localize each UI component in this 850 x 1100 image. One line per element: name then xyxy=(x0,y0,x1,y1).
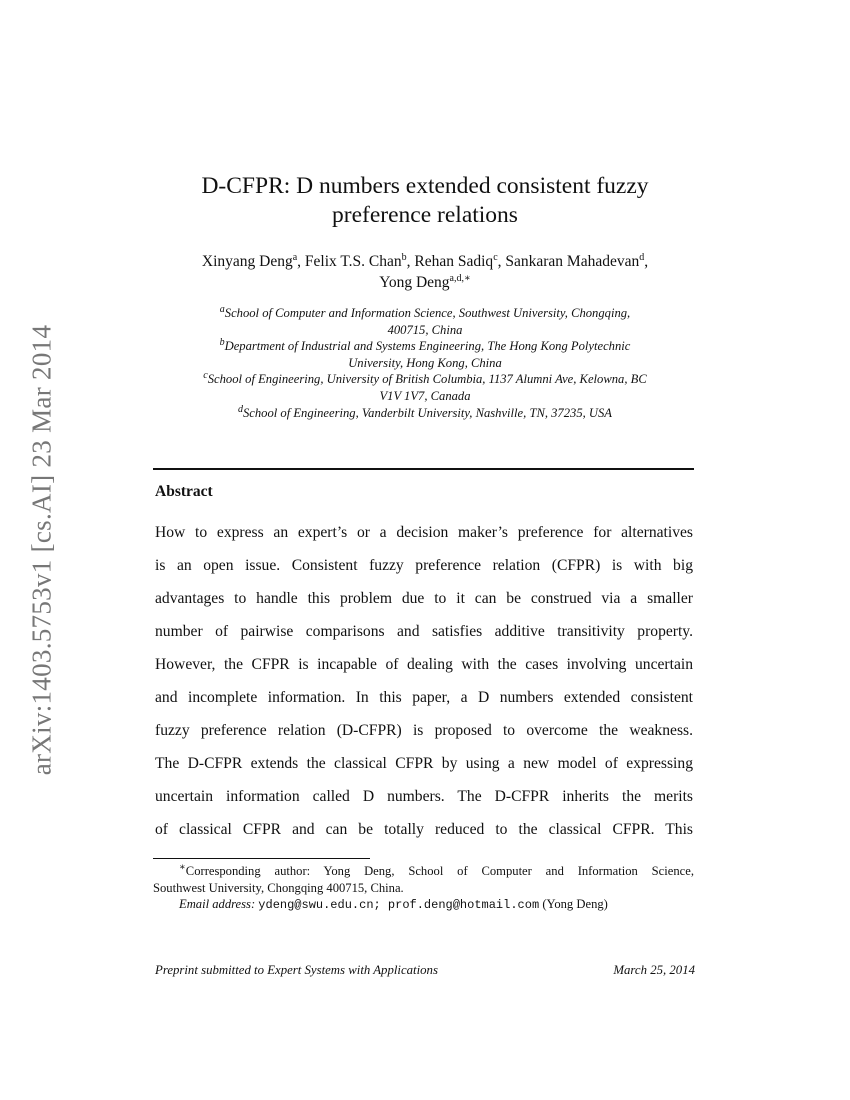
affiliations xyxy=(140,305,710,421)
abstract-line: The D-CFPR extends the classical CFPR by using a new model of expressing xyxy=(155,755,693,772)
abstract-line: is an open issue. Consistent fuzzy preference relation (CFPR) is with big xyxy=(155,557,693,574)
arxiv-stamp: arXiv:1403.5753v1 [cs.AI] 23 Mar 2014 xyxy=(26,324,57,776)
footnote: ∗Corresponding author: Yong Deng, School of Computer and Information Science, Southwest University, Chongqing 400715, China. Email address: ydeng@swu.edu.cn; prof.deng@hotmail.com (Yong Deng) xyxy=(153,861,694,912)
footnote-line: Southwest University, Chongqing 400715, China. xyxy=(153,880,404,895)
author: Yong Deng$^{a,d,∗}$ xyxy=(379,272,471,291)
affiliation: $^a$School of Computer and Information Science, Southwest University, Chongqing, xyxy=(219,303,631,320)
author: Xinyang Deng$^a$ xyxy=(201,251,298,270)
title-line: preference relations xyxy=(332,202,518,228)
abstract-line: How to express an expert’s or a decision maker’s preference for alternatives xyxy=(155,524,693,541)
email-addresses[interactable]: ydeng@swu.edu.cn; prof.deng@hotmail.com xyxy=(258,898,540,912)
affiliation-cont: V1V 1V7, Canada xyxy=(379,388,471,403)
affiliation: $^c$School of Engineering, University of British Columbia, 1137 Alumni Ave, Kelowna, BC xyxy=(203,370,647,387)
abstract-line: number of pairwise comparisons and satisfies additive transitivity property. xyxy=(155,623,693,640)
affiliation: $^d$School of Engineering, Vanderbilt University, Nashville, TN, 37235, USA xyxy=(237,403,613,420)
abstract-top-rule xyxy=(153,468,694,470)
abstract-heading: Abstract xyxy=(155,483,213,500)
author-list: Xinyang Deng$^a$, Felix T.S. Chan$^b$, Rehan Sadiq$^c$, Sankaran Mahadevan$^d$, Yong Deng$^{a,d,∗}$ xyxy=(201,251,649,291)
affiliation-cont: University, Hong Kong, China xyxy=(348,355,502,370)
abstract-line: advantages to handle this problem due to it can be construed via a smaller xyxy=(155,590,693,607)
title-line: D-CFPR: D numbers extended consistent fuzzy xyxy=(201,173,649,199)
abstract-line: However, the CFPR is incapable of dealing with the cases involving uncertain xyxy=(155,656,693,673)
footnote-rule xyxy=(153,858,370,859)
abstract-line: of classical CFPR and can be totally reduced to the classical CFPR. This xyxy=(155,821,693,838)
author: Felix T.S. Chan$^b$ xyxy=(304,251,407,270)
footer-date: March 25, 2014 xyxy=(613,963,695,977)
author: Sankaran Mahadevan$^d$ xyxy=(505,251,645,270)
abstract-line: uncertain information called D numbers. The D-CFPR inherits the merits xyxy=(155,788,693,805)
author: Rehan Sadiq$^c$ xyxy=(414,251,498,270)
abstract-line: fuzzy preference relation (D-CFPR) is proposed to overcome the weakness. xyxy=(155,722,693,739)
paper-title xyxy=(150,172,700,230)
affiliation-cont: 400715, China xyxy=(387,322,463,337)
affiliation: $^b$Department of Industrial and Systems Engineering, The Hong Kong Polytechnic xyxy=(219,337,631,354)
footer-journal: Preprint submitted to Expert Systems with Applications xyxy=(155,963,438,977)
email-owner: (Yong Deng) xyxy=(542,897,608,911)
email-label: Email address: xyxy=(179,897,256,911)
abstract-line: and incomplete information. In this paper, a D numbers extended consistent xyxy=(155,689,693,706)
